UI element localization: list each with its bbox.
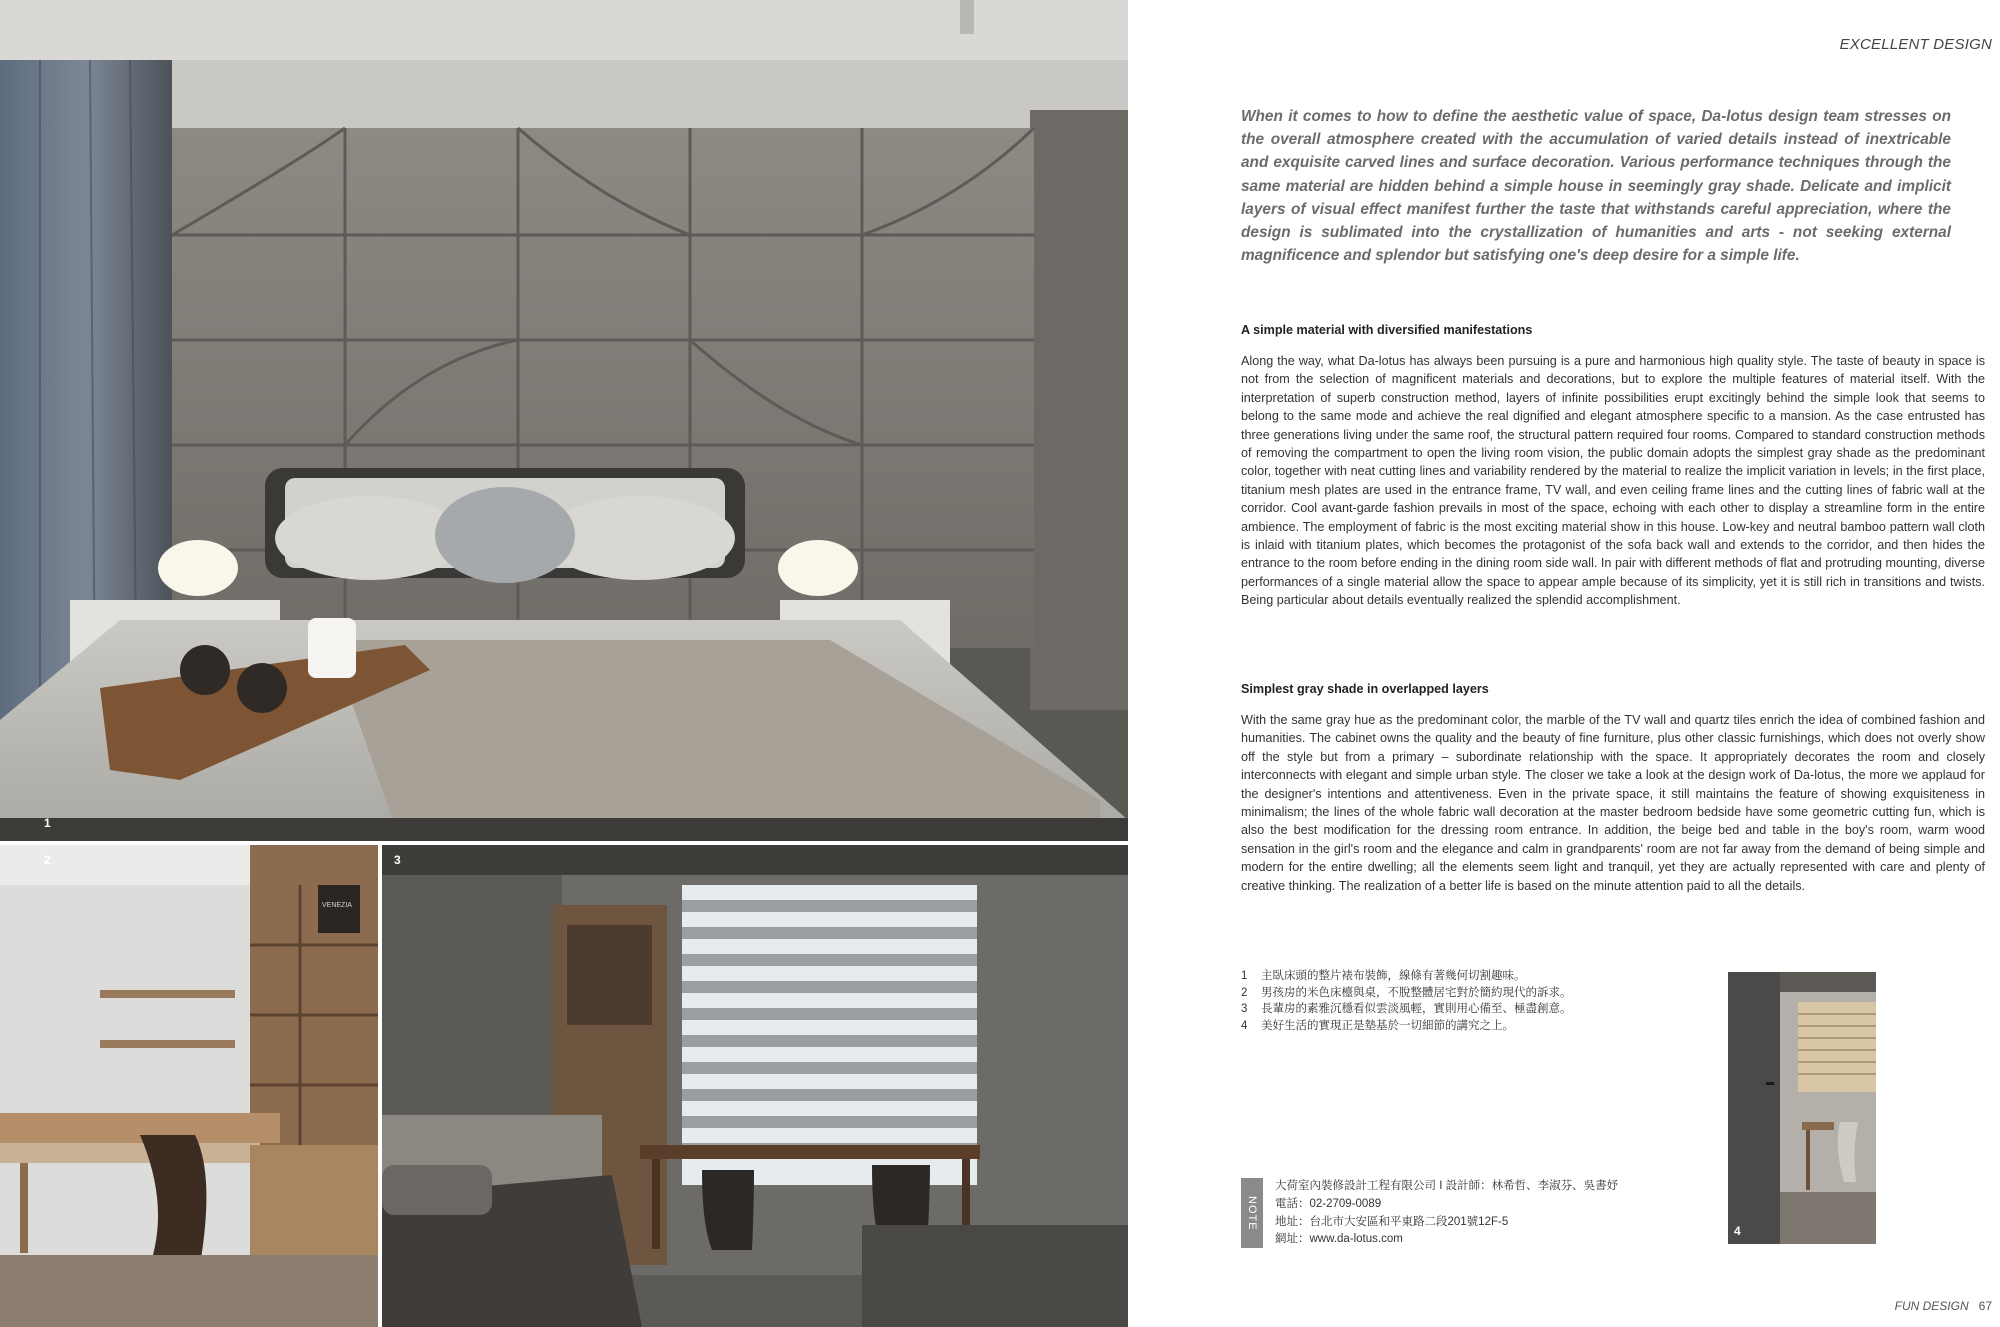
caption-item (1241, 968, 1701, 985)
note-phone: 電話：02-2709-0089 (1275, 1197, 1382, 1210)
study-room-illustration (0, 845, 378, 1327)
caption-number: 1 (1241, 970, 1248, 982)
note-details (1275, 1178, 1618, 1249)
note-website: 網址：www.da-lotus.com (1275, 1233, 1403, 1246)
photo-number-3: 3 (394, 853, 401, 867)
caption-text: 長輩房的素雅沉穩看似雲淡風輕，實則用心備至、極盡創意。 (1261, 1003, 1572, 1015)
section-body-1: Along the way, what Da-lotus has always been pursuing is a pure and harmonious high quality style. The taste of beauty in space is not from the selection of magnificent materials and decorations, but to explore the multiple features of material itself. With the interpretation of superb construction method, layers of infinite possibilities erupt excitingly behind the simple look that seems to belong to the same mode and achieve the real dignified and elegant atmosphere specific to a mansion. As the case entrusted has three generations living under the same roof, the structural pattern required four rooms. Compared to standard construction methods of removing the compartment to open the living room vision, the public domain adopts the simplest gray shade as the predominant color, together with neat cutting lines and variability rendered by the material to realize the implicit variation in levels; in the first place, titanium mesh plates are used in the entrance frame, TV wall, and even ceiling frame lines and the cutting lines of fabric wall at the corridor. Cool avant-garde fashion prevails in most of the space, echoing with each other to display a streamline form in the entire ambience. The employment of fabric is the most exciting material show in this house. Low-key and neutral bamboo pattern wall cloth is inlaid with titanium plates, which becomes the protagonist of the sofa back wall and extends to the corridor, and then hides the entrance to the room before ending in the dining room side wall. In pair with different methods of flat and protruding mounting, diverse performances of a single material allow the space to appear ample because of its simplicity, yet it is still rich in transitions and twists. Being particular about details eventually realized the splendid accomplishment. (1241, 354, 1985, 608)
grandparents-room-illustration (382, 845, 1128, 1327)
note-address: 地址：台北市大安區和平東路二段201號12F-5 (1275, 1215, 1509, 1228)
note-company: 大荷室內裝修設計工程有限公司 I 設計師：林希哲、李淑芬、吳書妤 (1275, 1180, 1619, 1192)
intro-paragraph: When it comes to how to define the aesthetic value of space, Da-lotus design team stresses on the overall atmosphere created with the accumulation of varied details instead of inextricable and exquisite carved lines and surface decoration. Various performance techniques through the same material are hidden behind a simple house in seemingly gray shade. Delicate and implicit layers of visual effect manifest further the taste that withstands careful appreciation, where the design is sublimated into the crystallization of humanities and arts - not seeking external magnificence and splendor but satisfying one's deep desire for a simple life. (1241, 108, 1951, 265)
caption-number: 2 (1241, 986, 1248, 999)
section-heading-2: Simplest gray shade in overlapped layers (1241, 682, 1489, 696)
caption-item (1241, 1018, 1701, 1035)
caption-number: 3 (1241, 1003, 1248, 1015)
photo-number-1: 1 (44, 816, 51, 830)
photo-grandparents-room (382, 845, 1128, 1327)
caption-number: 4 (1241, 1019, 1248, 1032)
section-label: EXCELLENT DESIGN (1839, 36, 1992, 53)
photo-captions (1241, 968, 1701, 1034)
note-label: NOTE (1241, 1178, 1263, 1248)
caption-text: 美好生活的實現正是墊基於一切細節的講究之上。 (1261, 1019, 1514, 1032)
caption-text: 男孩房的米色床檯與桌，不脫整體居宅對於簡約現代的訴求。 (1261, 986, 1572, 999)
corridor-illustration (1728, 972, 1876, 1244)
caption-item (1241, 1001, 1701, 1018)
master-bedroom-illustration (0, 0, 1128, 841)
photo-study-room (0, 845, 378, 1327)
caption-text: 主臥床頭的整片裱布裝飾，線條有著幾何切割趣味。 (1261, 970, 1526, 982)
photo-master-bedroom (0, 0, 1128, 841)
photo-number-4: 4 (1734, 1224, 1741, 1238)
magazine-name: FUN DESIGN (1894, 1299, 1969, 1313)
page-number: 67 (1978, 1299, 1992, 1313)
photo-corridor (1728, 972, 1876, 1244)
page-footer (1895, 1299, 1992, 1313)
venezia-book-label: VENEZIA (322, 902, 352, 909)
caption-item (1241, 985, 1701, 1002)
section-heading-1: A simple material with diversified manifestations (1241, 323, 1533, 337)
section-body-2: With the same gray hue as the predominant color, the marble of the TV wall and quartz tiles enrich the idea of combined fashion and humanities. The cabinet owns the quality and the beauty of fine furniture, plus other classic furnishings, which does not overly show off the style but from a primary – subordinate relationship with the space. It appropriately decorates the room and closely interconnects with elegant and simple urban style. The closer we take a look at the design work of Da-lotus, the more we applaud for the designer's intentions and attentiveness. Even in the private space, it still maintains the feature of showing exquisiteness in minimalism; the lines of the whole fabric wall decoration at the master bedroom bedside have some geometric cutting fun, which is also the best modification for the dressing room entrance. In addition, the beige bed and table in the boy's room, warm wood sensation in the girl's room and the elegance and calm in grandparents' room are not far away from the demand of being simple and modern for the entire dwelling; all the elements seem light and tranquil, yet they are actually represented with care and plenty of creative thinking. The realization of a better life is based on the minute attention paid to all the details. (1241, 713, 1985, 893)
photo-number-2: 2 (44, 853, 51, 867)
